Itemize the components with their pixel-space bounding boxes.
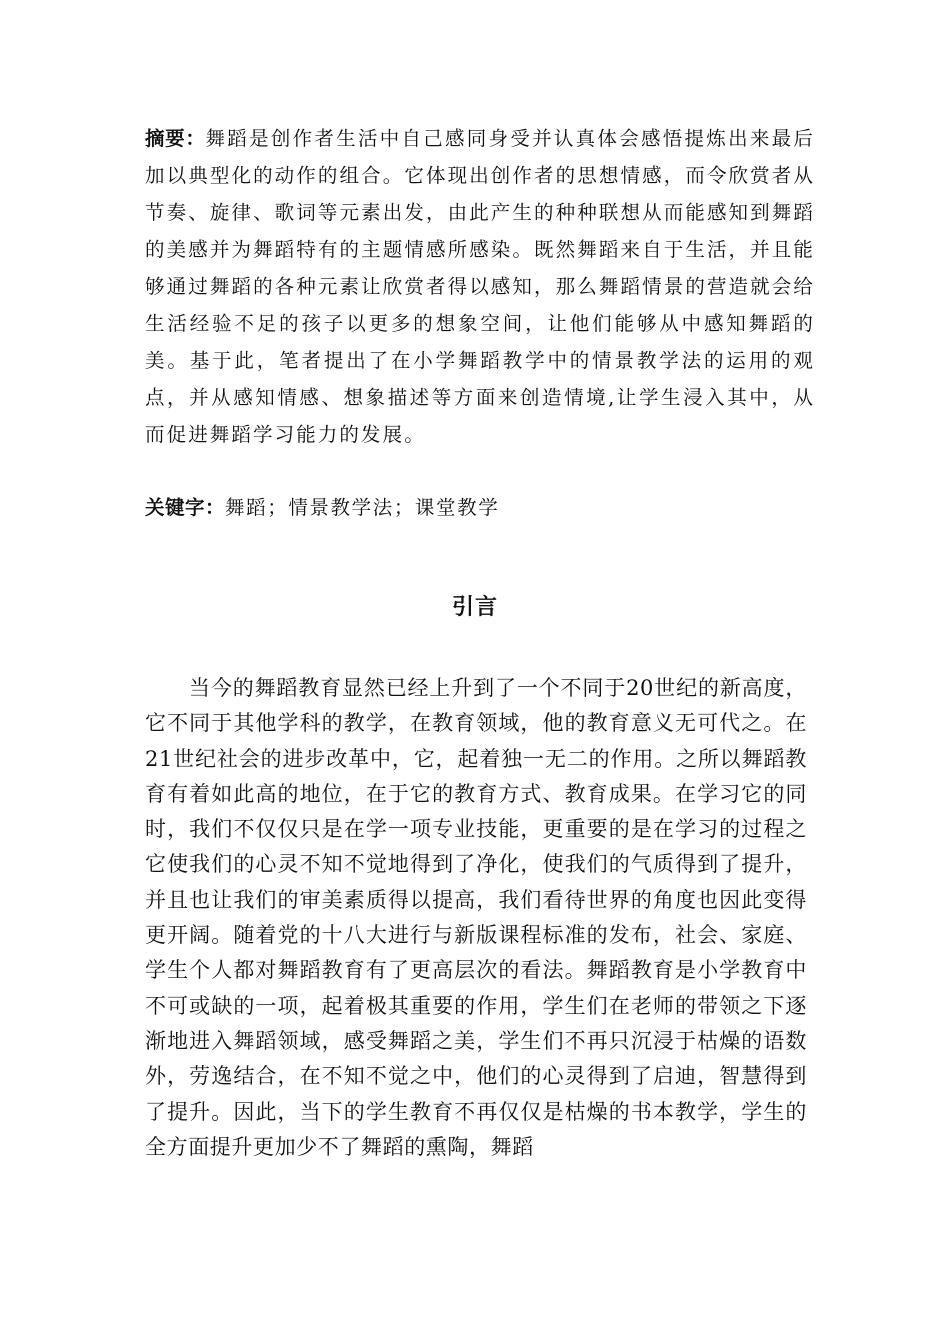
keywords-label: 关键字：: [145, 496, 226, 519]
intro-paragraph: 当今的舞蹈教育显然已经上升到了一个不同于20世纪的新高度，它不同于其他学科的教学，在教育领域，他的教育意义无可代之。在21世纪社会的进步改革中，它，起着独一无二的作用。之所以舞蹈教育有着如此高的地位，在于它的教育方式、教育成果。在学习它的同时，我们不仅仅只是在学一项专业技能，更重要的是在学习的过程之它使我们的心灵不知不觉地得到了净化，使我们的气质得到了提升，并且也让我们的审美素质得以提高，我们看待世界的角度也因此变得更开阔。随着党的十八大进行与新版课程标准的发布，社会、家庭、学生个人都对舞蹈教育有了更高层次的看法。舞蹈教育是小学教育中不可或缺的一项，起着极其重要的作用，学生们在老师的带领之下逐渐地进入舞蹈领域，感受舞蹈之美，学生们不再只沉浸于枯燥的语数外，劳逸结合，在不知不觉之中，他们的心灵得到了启迪，智慧得到了提升。因此，当下的学生教育不再仅仅是枯燥的书本教学，学生的全方面提升更加少不了舞蹈的熏陶，舞蹈: [145, 676, 807, 1159]
abstract-text: 舞蹈是创作者生活中自己感同身受并认真体会感悟提炼出来最后加以典型化的动作的组合。它体现出创作者的思想情感，而令欣赏者从节奏、旋律、歌词等元素出发，由此产生的种种联想从而能感知到舞蹈的美感并为舞蹈特有的主题情感所感染。既然舞蹈来自于生活，并且能够通过舞蹈的各种元素让欣赏者得以感知，那么舞蹈情景的营造就会给生活经验不足的孩子以更多的想象空间，让他们能够从中感知舞蹈的美。基于此，笔者提出了在小学舞蹈教学中的情景教学法的运用的观点，并从感知情感、想象描述等方面来创造情境,让学生浸入其中，从而促进舞蹈学习能力的发展。: [145, 127, 815, 446]
keywords-paragraph: [145, 489, 815, 526]
abstract-paragraph: [145, 120, 815, 453]
abstract-label: 摘要：: [145, 127, 206, 150]
keywords-text: 舞蹈；情景教学法；课堂教学: [225, 496, 500, 519]
section-title: 引言: [451, 595, 498, 620]
